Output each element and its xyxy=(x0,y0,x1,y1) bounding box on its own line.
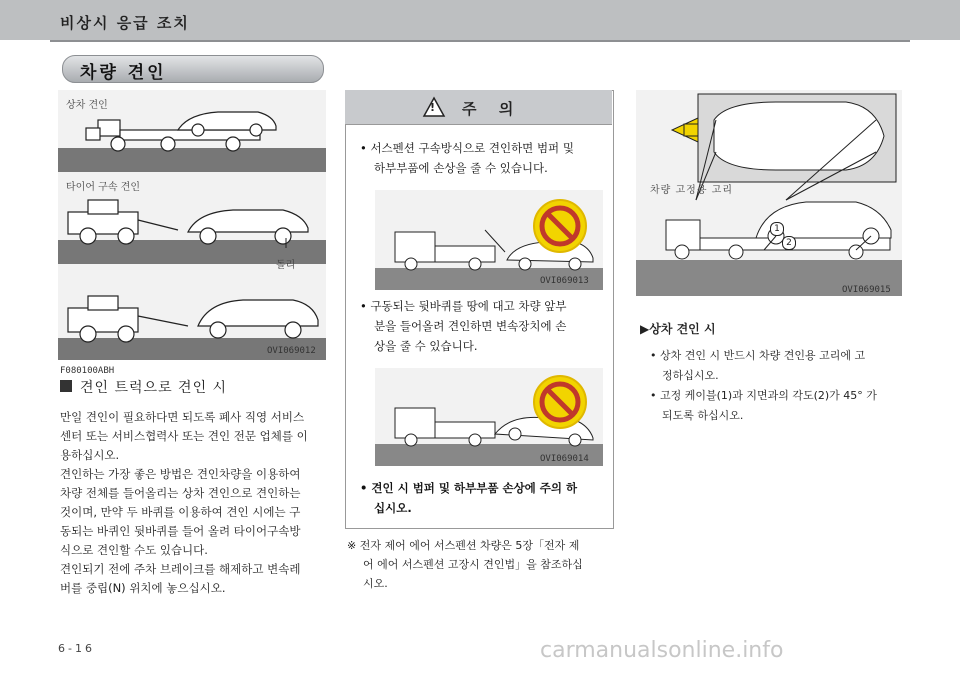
watermark: carmanualsonline.info xyxy=(540,638,784,663)
illustration-code: OVI069012 xyxy=(267,346,316,356)
body-line: 버를 중립(N) 위치에 놓으십시오. xyxy=(60,581,226,595)
label-dolly: 돌리 xyxy=(276,260,296,271)
body-line: 차량 전체를 들어올리는 상차 견인으로 견인하는 xyxy=(60,486,301,500)
list-item: • 상차 견인 시 반드시 차량 견인용 고리에 고 xyxy=(650,349,866,362)
body-line: 견인되기 전에 주차 브레이크를 해제하고 변속레 xyxy=(60,562,301,576)
article-body xyxy=(60,408,330,598)
section-title: 차량 견인 xyxy=(80,63,167,83)
body-line: 용하십시오. xyxy=(60,448,120,462)
header-divider xyxy=(50,40,910,42)
suspension-tow-drawing xyxy=(375,190,603,290)
caution-code-2: OVI069014 xyxy=(540,454,589,464)
page-number: 6-16 xyxy=(58,642,95,655)
prohibited-icon xyxy=(534,200,586,252)
suspension-tow-illustration xyxy=(375,190,603,290)
marker-cable: 1 xyxy=(770,222,784,236)
wheel-lift-truck xyxy=(68,200,308,244)
label-tie-down-hook: 차량 고정용 고리 xyxy=(650,185,733,196)
label-flatbed-towing: 상차 견인 xyxy=(66,100,108,111)
front-lift-tow-illustration xyxy=(375,368,603,466)
article-heading: 견인 트럭으로 견인 시 xyxy=(80,380,228,396)
towing-methods-illustration xyxy=(58,90,326,360)
body-line: 센터 또는 서비스협력사 또는 견인 전문 업체를 이 xyxy=(60,429,308,443)
list-item: • 고정 케이블(1)과 지면과의 각도(2)가 45° 가 xyxy=(650,389,877,402)
heading-square-icon xyxy=(60,380,72,392)
caution-bullet-3: • 견인 시 범퍼 및 하부부품 손상에 주의 하 십시오. xyxy=(360,481,578,515)
caution-bullet-2: • 구동되는 뒷바퀴를 땅에 대고 차량 앞부 분을 들어올려 견인하면 변속장치에 손 상을 줄 수 있습니다. xyxy=(360,299,567,353)
caution-title: 주 의 xyxy=(462,100,518,118)
warning-exclamation: ! xyxy=(430,101,436,114)
reference-code: F080100ABH xyxy=(60,366,115,376)
right-illustration-code: OVI069015 xyxy=(842,285,891,295)
flatbed-notes-list: • 상차 견인 시 반드시 차량 견인용 고리에 고 정하십시오. • 고정 케이블(1)과 지면과의 각도(2)가 45° 가 되도록 하십시오. xyxy=(650,346,906,426)
front-lift-tow-drawing xyxy=(375,368,603,466)
caution-bullet-1: • 서스펜션 구속방식으로 견인하면 범퍼 및 하부부품에 손상을 줄 수 있습니다. xyxy=(360,141,574,175)
body-line: 동되는 바퀴인 뒷바퀴를 들어 올려 타이어구속방 xyxy=(60,524,301,538)
body-line: 견인하는 가장 좋은 방법은 견인차량을 이용하여 xyxy=(60,467,301,481)
prohibited-icon xyxy=(534,376,586,428)
chapter-title: 비상시 응급 조치 xyxy=(60,14,190,32)
flatbed-truck xyxy=(86,112,276,151)
body-line: 만일 견인이 필요하다면 되도록 폐사 직영 서비스 xyxy=(60,410,305,424)
tow-trucks-drawing xyxy=(58,90,326,360)
body-line: 식으로 견인할 수도 있습니다. xyxy=(60,543,208,557)
body-line: 것이며, 만약 두 바퀴를 이용하여 견인 시에는 구 xyxy=(60,505,301,519)
caution-code-1: OVI069013 xyxy=(540,276,589,286)
flatbed-notes-heading: ▶상차 견인 시 xyxy=(640,322,716,336)
marker-angle: 2 xyxy=(782,236,796,250)
label-wheel-lift-towing: 타이어 구속 견인 xyxy=(66,182,140,193)
caution-note: ※ 전자 제어 에어 서스펜션 차량은 5장「전자 제 어 에어 서스펜션 고장시 견인법」을 참조하십 시오. xyxy=(347,539,583,590)
dolly-truck xyxy=(68,296,318,342)
